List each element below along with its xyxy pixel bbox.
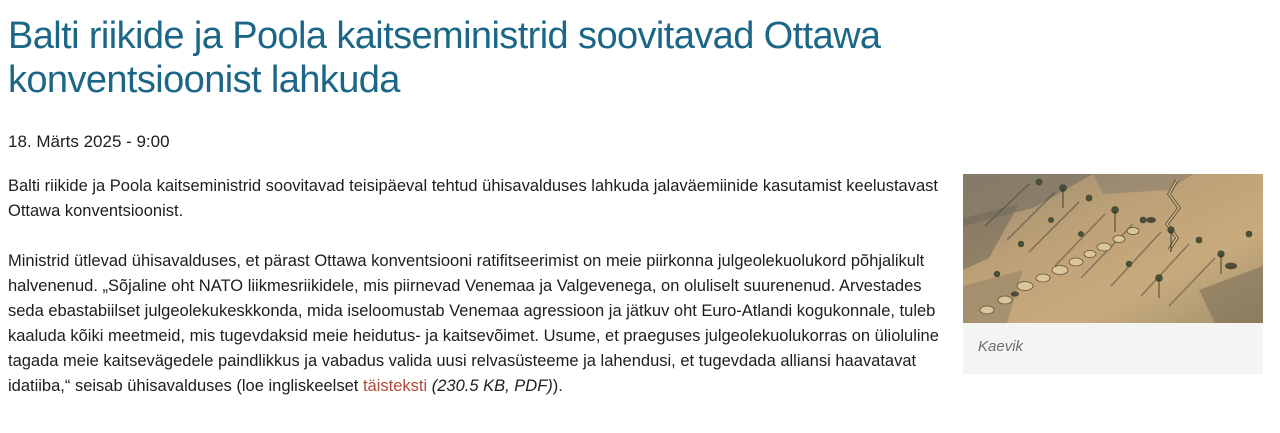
trench-aerial-photo	[963, 174, 1263, 323]
article-title: Balti riikide ja Poola kaitseministrid soovitavad Ottawa konventsioonist lahkuda	[8, 15, 881, 102]
article-body	[8, 174, 943, 399]
paragraph-text-before-link: Ministrid ütlevad ühisavalduses, et pärast Ottawa konventsiooni ratifitseerimist on meie piirkonna julgeolekuolukord põhjalikult halvenenud. „Sõjaline oht NATO liikmesriikidele, mis piirnevad Venemaa ja Valgevenega, on oluliselt suurenenud. Arvestades seda ebastabiilset julgeolekukeskkonda, mida iseloomustab Venemaa agressioon ja jätkuv oht Euro-Atlandi kogukonnale, tuleb kaaluda kõiki meetmeid, mis tugevdaksid meie heidutus- ja kaitsevõimet. Usume, et praeguses julgeolekuolukorras on ülioluline tagada meie kaitsevägedele paindlikkus ja vabadus valida uusi relvasüsteeme ja lahendusi, et tugevdada alliansi haavatavat idatiiba,“ seisab ühisavalduses (loe ingliskeelset	[8, 252, 939, 396]
article-figure	[963, 174, 1263, 374]
article-date: 18. Märts 2025 - 9:00	[8, 132, 170, 152]
photo-caption: Kaevik	[963, 323, 1263, 374]
fulltext-pdf-link[interactable]: täisteksti	[362, 377, 428, 396]
paragraph-text-after-link: ).	[552, 377, 563, 396]
article-paragraph-statement	[8, 249, 943, 399]
pdf-file-size-info: (230.5 KB, PDF)	[427, 377, 553, 396]
article-paragraph-lead: Balti riikide ja Poola kaitseministrid soovitavad teisipäeval tehtud ühisavalduses lahkuda jalaväemiinide kasutamist keelustavast Ottawa konventsioonist.	[8, 177, 938, 221]
article-content	[8, 174, 1270, 399]
